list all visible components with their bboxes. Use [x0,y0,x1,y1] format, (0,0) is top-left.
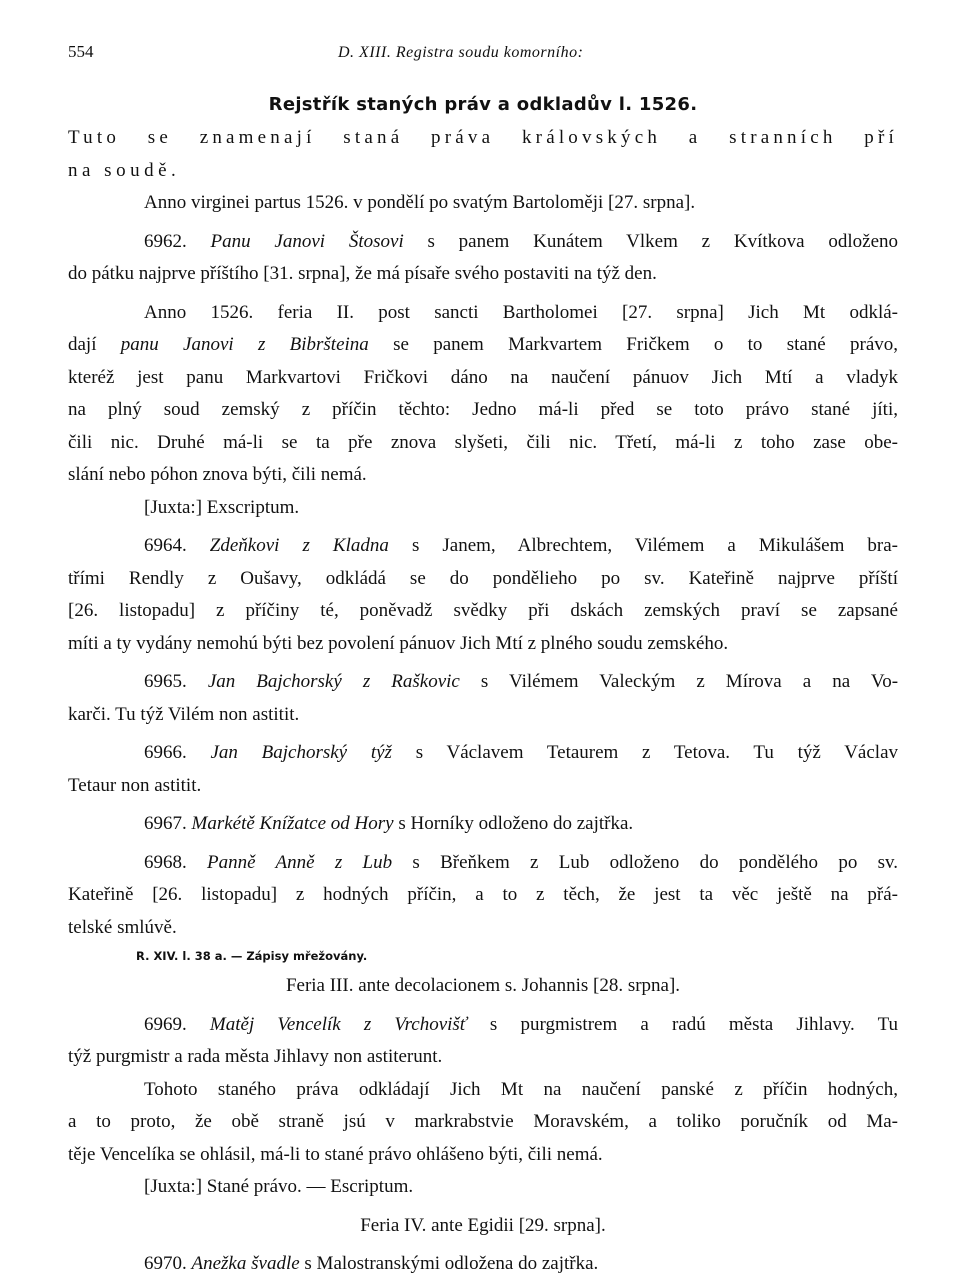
date-heading-feria-4: Feria IV. ante Egidii [29. srpna]. [360,1214,606,1236]
intro-line-1: Tuto se znamenají staná práva královských a stranních pří [68,127,898,148]
section-heading: Rejstřík staných práv a odkladův l. 1526. [268,94,698,115]
page-number: 554 [68,42,94,61]
source-note: R. XIV. l. 38 a. — Zápisy mřežovány. [136,949,368,963]
entry-6968-line-2: Kateřině [26. listopadu] z hodných příčin, a to z těch, že jest ta věc ještě na přá- [68,884,898,905]
party-name: Panně Anně z Lub [207,851,393,873]
entry-text: dají [68,334,97,355]
entry-6964-line-1 [68,530,898,563]
entry-6963-line-5: čili nic. Druhé má-li se ta pře znova slyšeti, čili nic. Třetí, má-li z toho zase obe- [68,431,898,453]
entry-6969-para2-line-1: Tohoto staného práva odkládají Jich Mt na naučení panské z příčin hodných, [144,1078,898,1100]
date-heading-feria-3: Feria III. ante decolacionem s. Johannis [28. srpna]. [285,975,681,996]
running-head: D. XIII. Registra soudu komorního: [338,44,584,61]
intro-line-2: na soudě. [68,159,181,181]
entry-6967-line-1 [68,808,898,841]
dateline: Anno virginei partus 1526. v pondělí po svatým Bartoloměji [27. srpna]. [144,192,696,213]
entry-number: 6964. [144,535,187,556]
entry-text: s Břeňkem z Lub odloženo do ponděléhо po sv. [412,851,899,873]
entry-number: 6969. [144,1013,187,1035]
entry-text: s purgmistrem a radú města Jihlavy. Tu [489,1013,899,1035]
page-header [68,40,898,64]
entry-6966-line-1 [68,737,898,770]
entry-6964-line-4: míti a ty vydány nemohú býti bez povolení pánuov Jich Mtí z plného soudu zemského. [68,632,729,654]
entry-6962-line-2: do pátku najprve příštího [31. srpna], že má písaře svého postaviti na týž den. [68,263,657,284]
entry-6969-para2-line-3: těje Vencelíka se ohlásil, má-li to stané právo ohlášeno býti, čili nemá. [68,1143,603,1165]
entry-6965-line-2: karči. Tu týž Vilém non astitit. [68,703,300,725]
entry-text: s Horníky odloženo do zajtřka. [398,813,634,834]
party-name: Markétě Knížatce od Hory [191,813,394,834]
entry-6966-line-2: Tetaur non astitit. [68,774,202,796]
entry-6969-line-2: týž purgmistr a rada města Jihlavy non astiterunt. [68,1046,443,1067]
entry-6963-line-1: Anno 1526. feria II. post sancti Bartholomei [27. srpna] Jich Mt odklá- [144,301,898,323]
entry-text: s Janem, Albrechtem, Vilémem a Mikulášem bra- [411,535,898,556]
entry-6963-line-3: kteréž jest panu Markvartovi Fričkovi dáno na naučení pánuov Jich Mtí a vladyk [68,366,898,388]
entry-6963-line-2 [68,329,898,362]
party-name: Anežka švadle [191,1253,300,1274]
entry-text: s Malostranskými odložena do zajtřka. [304,1253,599,1274]
document-page [68,40,898,1281]
entry-6969-para2-line-4: [Juxta:] Stané právo. — Escriptum. [144,1176,414,1197]
entry-text: s Vilémem Valeckým z Mírova a na Vo- [480,671,899,692]
party-name: Zdeňkovi z Kladna [209,535,389,556]
entry-6964-line-2: třími Rendly z Oušavy, odkládá se do pondělieho po sv. Kateřině najprve příští [68,567,898,589]
entry-number: 6968. [144,851,187,873]
entry-6962-line-1 [68,226,898,259]
entry-6963-line-4: na plný soud zemský z příčin těchto: Jedno má-li před se toto právo stané jíti, [68,399,898,420]
entry-6963-line-6: slání nebo póhon znova býti, čili nemá. [68,464,367,485]
entry-text: s Václavem Tetaurem z Tetova. Tu týž Václav [415,742,898,763]
entry-number: 6970. [144,1253,187,1274]
party-name: Jan Bajchorský z Raškovic [207,671,460,692]
party-name: Panu Janovi Štosovi [210,230,404,252]
entry-number: 6967. [144,813,187,834]
entry-number: 6965. [144,671,187,692]
entry-number: 6962. [144,230,187,252]
entry-6965-line-1 [68,666,898,699]
entry-6964-line-3: [26. listopadu] z příčiny té, poněvadž svědky při dskách zemských praví se zapsané [68,600,898,621]
entry-number: 6966. [144,742,187,763]
entry-6969-line-1 [68,1009,898,1042]
party-name: panu Janovi z Bibršteina [120,334,369,355]
entry-6968-line-3: telské smlúvě. [68,916,177,938]
party-name: Jan Bajchorský týž [210,742,392,763]
entry-text: s panem Kunátem Vlkem z Kvítkova odloženo [427,230,899,252]
entry-6969-para2-line-2: a to proto, že obě straně jsú v markrabstvie Moravském, a toliko poručník od Ma- [68,1111,898,1132]
entry-6963-line-7: [Juxta:] Exscriptum. [144,496,300,518]
party-name: Matěj Vencelík z Vrchovišť [209,1013,467,1035]
entry-text: se panem Markvartem Fričkem o to stané právo, [393,334,899,355]
entry-6970-line-1 [68,1248,898,1281]
entry-6968-line-1 [68,847,898,880]
